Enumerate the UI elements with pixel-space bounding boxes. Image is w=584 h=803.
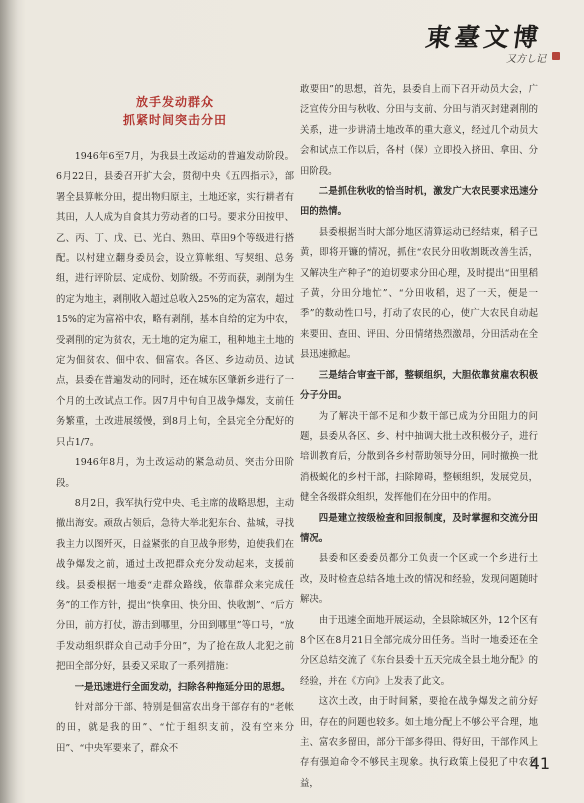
paragraph: 由于迅速全面地开展运动，全县除城区外，12个区有8个区在8月21日全部完成分田任务。当时一地委还在全分区总结交流了《东台县委十五天完成全县土地分配》的经验，并在《方向》上发表了此文。	[300, 614, 538, 687]
section-point-two: 二是抓住秋收的恰当时机，激发广大农民要求迅速分田的热情。	[300, 186, 538, 218]
paragraph: 县委和区委委员都分工负责一个区或一个乡进行土改，及时检查总结各地土改的情况和经验，发现问题随时解决。	[300, 553, 538, 606]
paragraph: 这次土改，由于时间紧，要抢在战争爆发之前分好田，存在的问题也较多。如土地分配上不够公平合理，地主、富农多留田，部分干部多得田、得好田，干部作风上存有强迫命令不够民主现象。执行政策上侵犯了中农利益，	[300, 696, 538, 789]
header-signature: 又方し记	[506, 54, 546, 65]
article-right-column	[300, 80, 538, 794]
column-header	[396, 18, 566, 70]
article-subtitle: 抓紧时间突击分田	[122, 113, 227, 127]
paragraph: 针对部分干部、特别是佃富农出身干部存有的“老帐的田，就是我的田”、“忙于组织支前，没有空来分田”、“中央军要来了，群众不	[56, 701, 294, 754]
section-point-three: 三是结合审查干部，整顿组织，大胆依靠贫雇农积极分子分田。	[300, 369, 538, 402]
header-calligraphy-title: 東臺文博	[423, 23, 544, 52]
page-number: 41	[529, 754, 550, 773]
paragraph-continued: 敢要田”的思想，首先，县委自上而下召开动员大会，广泛宣传分田与秋收、分田与支前、分田与消灭封建剥削的关系，进一步讲清土地改革的重大意义，经过几个动员大会和试点工作以后，各村（保）立即投入挤田、拿田、分田阶段。	[300, 84, 538, 177]
article-title: 放手发动群众	[135, 95, 214, 109]
article-title-block	[56, 93, 294, 129]
paragraph: 1946年6至7月，为我县土改运动的普遍发动阶段。6月22日，县委召开扩大会，贯彻中央《五四指示》，部署全县算帐分田，提出物归原主，土地还家，实行耕者有其田，人人成为自食其力劳动者的口号。要求分田按甲、乙、丙、丁、戊、已、光白、熟田、草田9个等级进行搭配。以村建立翻身委员会，设立算帐组、写契组、总务组，进行评阶层、定成份、划阶级。不劳而获，剥削为生的定为地主，剥削收入超过总收入25%的定为富农，超过15%的定为富裕中农，略有剥削，基本自给的定为中农，受剥削的定为贫农，无土地的定为雇工，租种地主土地的定为佃贫农、佃中农、佃富农。各区、乡边动员、边试点，县委在普遍发动的同时，还在城东区肇新乡进行了一个月的土改试点工作。因7月中旬自卫战争爆发，支前任务繁重，土改进展缓慢，到8月上旬，全县完全分配好的只占1/7。	[56, 151, 294, 448]
section-point-four: 四是建立按级检查和回报制度，及时掌握和交流分田情况。	[300, 512, 538, 544]
red-seal-stamp	[552, 52, 560, 60]
paragraph: 为了解决干部不足和少数干部已成为分田阻力的问题，县委从各区、乡、村中抽调大批土改积极分子，进行培训教育后，分散到各乡村帮助领导分田，同时撤换一批消极蜕化的乡村干部，扫除障碍，整顿组织，发展党员，健全各级群众组织，发挥他们在分田中的作用。	[300, 410, 538, 504]
paragraph: 1946年8月，为土改运动的紧急动员、突击分田阶段。	[56, 457, 294, 489]
binding-gutter	[0, 0, 18, 803]
section-point-one: 一是迅速进行全面发动，扫除各种拖延分田的思想。	[74, 681, 291, 693]
paragraph: 县委根据当时大部分地区清算运动已经结束，稻子已黄，即将开镰的情况，抓住“农民分田收割既改善生活，又解决生产种子”的迫切要求分田心理，及时提出“田里稻子黄，分田分地忙”、“分田收稻，迟了一天，便是一季”的数动性口号，打动了农民的心，使广大农民自动起来要田、查田、评田、分田情绪热烈激昂，分田活动在全县迅速掀起。	[300, 226, 538, 361]
article-left-column	[56, 82, 294, 759]
paragraph: 8月2日，我军执行党中央、毛主席的战略思想，主动撤出海安。顽敌占领后，急待大举北犯东台、盐城，寻找我主力以图歼灭，日益紧张的自卫战争形势，迫使我们在战争爆发之前，通过土改把群众充分发动起来，支援前线。县委根据一地委“走群众路线，依靠群众来完成任务”的工作方针，提出“快拿田、快分田、快收割”、“后方分田，前方打仗，游击到哪里，分田到哪里”等口号，“放手发动组织群众自己动手分田”，为了抢在敌人北犯之前把田全部分好，县委又采取了一系列措施：	[56, 497, 294, 673]
